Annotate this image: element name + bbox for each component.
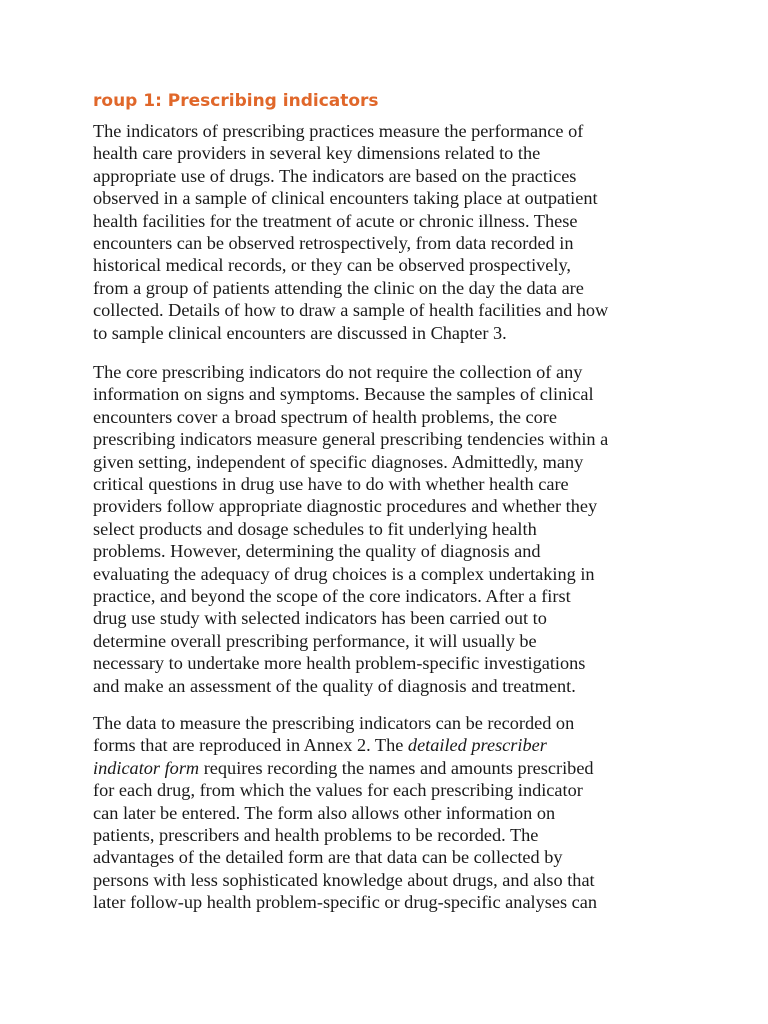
text-line xyxy=(93,757,693,779)
text-line: necessary to undertake more health problem-specific investigations xyxy=(93,653,586,674)
text-line: health care providers in several key dimensions related to the xyxy=(93,143,541,164)
text-line: problems. However, determining the quality of diagnosis and xyxy=(93,541,541,562)
text-line: information on signs and symptoms. Because the samples of clinical xyxy=(93,384,594,405)
text-line: The data to measure the prescribing indicators can be recorded on xyxy=(93,713,575,733)
text-line: to sample clinical encounters are discussed in Chapter 3. xyxy=(93,322,507,343)
emphasized-form-name: detailed prescriber xyxy=(407,735,547,756)
section-heading: roup 1: Prescribing indicators xyxy=(93,91,379,111)
text-line: advantages of the detailed form are that data can be collected by xyxy=(93,847,563,868)
text-line: later follow-up health problem-specific or drug-specific analyses can xyxy=(93,892,598,913)
text-line: observed in a sample of clinical encounters taking place at outpatient xyxy=(93,188,598,209)
text-line: providers follow appropriate diagnostic procedures and whether they xyxy=(93,496,598,517)
text-line: given setting, independent of specific diagnoses. Admittedly, many xyxy=(93,451,584,472)
text-segment: forms that are reproduced in Annex 2. The xyxy=(93,735,408,756)
text-line: historical medical records, or they can be observed prospectively, xyxy=(93,255,572,276)
text-line: critical questions in drug use have to do with whether health care xyxy=(93,474,569,495)
text-line: patients, prescribers and health problems to be recorded. The xyxy=(93,825,539,846)
text-line: The indicators of prescribing practices measure the performance of xyxy=(93,121,584,141)
text-line: The core prescribing indicators do not require the collection of any xyxy=(93,362,583,382)
text-line xyxy=(93,734,693,756)
text-line: persons with less sophisticated knowledge about drugs, and also that xyxy=(93,869,595,890)
text-line: from a group of patients attending the clinic on the day the data are xyxy=(93,277,584,298)
text-line: determine overall prescribing performance, it will usually be xyxy=(93,630,537,651)
text-line: appropriate use of drugs. The indicators are based on the practices xyxy=(93,165,577,186)
text-line: practice, and beyond the scope of the core indicators. After a first xyxy=(93,586,571,607)
text-line: can later be entered. The form also allows other information on xyxy=(93,802,556,823)
paragraph-recording-forms xyxy=(93,712,693,914)
text-line: drug use study with selected indicators has been carried out to xyxy=(93,608,547,629)
text-line: encounters cover a broad spectrum of health problems, the core xyxy=(93,406,557,427)
text-line: prescribing indicators measure general prescribing tendencies within a xyxy=(93,429,609,450)
text-line: evaluating the adequacy of drug choices is a complex undertaking in xyxy=(93,563,595,584)
paragraph-core-prescribing-indicators xyxy=(93,361,693,697)
text-line: select products and dosage schedules to fit underlying health xyxy=(93,518,537,539)
text-line: encounters can be observed retrospectively, from data recorded in xyxy=(93,233,574,254)
text-line: and make an assessment of the quality of diagnosis and treatment. xyxy=(93,675,576,696)
emphasized-form-name: indicator form xyxy=(93,757,200,778)
text-line: collected. Details of how to draw a sample of health facilities and how xyxy=(93,300,609,321)
text-line: for each drug, from which the values for each prescribing indicator xyxy=(93,780,583,801)
text-segment: requires recording the names and amounts prescribed xyxy=(199,757,594,778)
text-line: health facilities for the treatment of acute or chronic illness. These xyxy=(93,210,578,231)
paragraph-prescribing-indicators-intro xyxy=(93,120,693,344)
